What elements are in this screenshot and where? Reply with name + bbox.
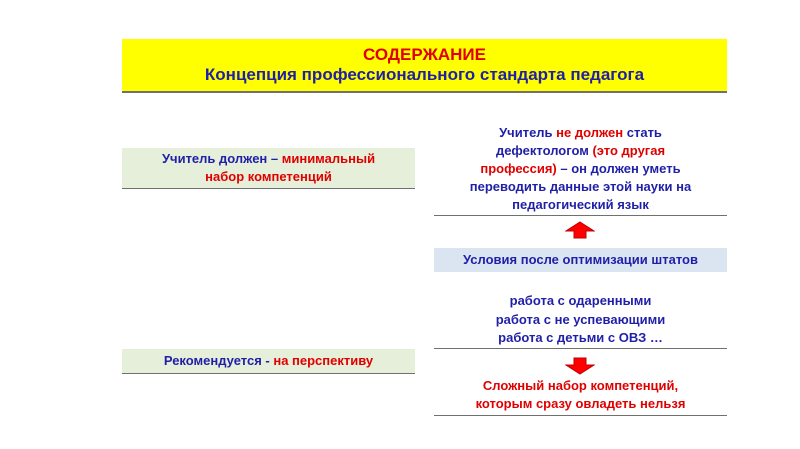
arrow-down-icon (565, 357, 595, 375)
minimal-set-label: минимальный набор компетенций (205, 151, 376, 184)
recommended-box (122, 349, 415, 374)
teacher-word: Учитель (499, 125, 557, 140)
not-defectologist-box (434, 124, 727, 216)
header-title: СОДЕРЖАНИЕ (363, 45, 486, 64)
arrow-up-icon (565, 221, 595, 239)
recommended-label: Рекомендуется - (163, 353, 274, 368)
list-item: работа с одаренными (509, 293, 652, 308)
complex-competencies-line-1: Сложный набор компетенций, (482, 378, 679, 393)
become-defectologist-label: стать дефектологом (495, 125, 662, 158)
must-not-label: не должен (556, 125, 624, 140)
complex-competencies-line-2: которым сразу овладеть нельзя (475, 396, 686, 411)
header-banner (122, 39, 727, 93)
translate-science-label: – он должен уметь переводить данные этой науки на педагогический язык (469, 161, 692, 212)
list-item: работа с не успевающими (495, 311, 666, 327)
other-profession-label: (это другая профессия) (480, 143, 666, 176)
teacher-must-label: Учитель должен – (161, 151, 282, 166)
minimal-competencies-text (122, 150, 415, 186)
work-list-box (434, 292, 727, 349)
complex-competencies-box (434, 377, 727, 416)
recommended-text (122, 352, 415, 370)
perspective-label: на перспективу (273, 353, 374, 368)
minimal-competencies-box (122, 148, 415, 189)
header-subtitle: Концепция профессионального стандарта педагога (204, 65, 645, 84)
list-item: работа с детьми с ОВЗ … (498, 330, 663, 345)
not-defectologist-text (434, 124, 727, 214)
conditions-label: Условия после оптимизации штатов (434, 248, 727, 272)
